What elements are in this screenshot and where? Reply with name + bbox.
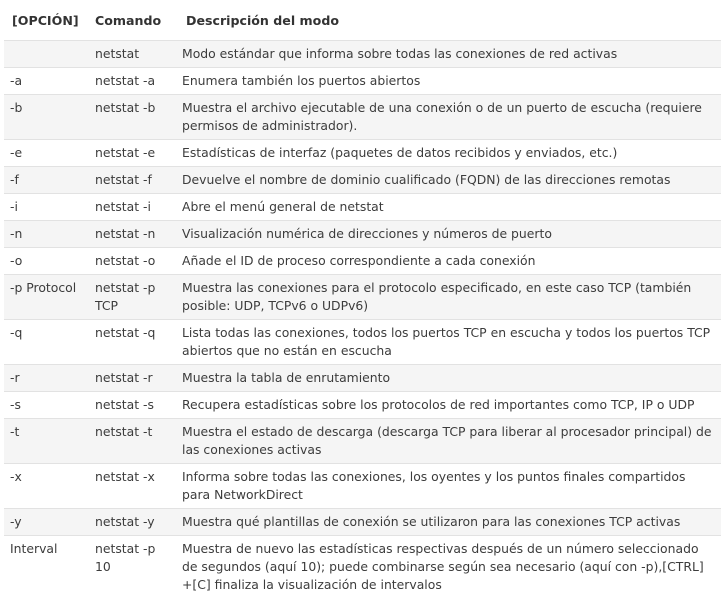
cell-command: netstat -e <box>89 140 176 167</box>
cell-command: netstat -i <box>89 194 176 221</box>
cell-command: netstat -s <box>89 392 176 419</box>
cell-command: netstat -b <box>89 95 176 140</box>
cell-description: Informa sobre todas las conexiones, los oyentes y los puntos finales compartidos para NetworkDirect <box>176 464 721 509</box>
cell-command: netstat -a <box>89 68 176 95</box>
cell-command: netstat -n <box>89 221 176 248</box>
cell-option: -x <box>4 464 89 509</box>
cell-description: Muestra de nuevo las estadísticas respectivas después de un número seleccionado de segundos (aquí 10); puede combinarse según sea necesario (aquí con -p),[CTRL] +[C] finaliza la visualización de intervalos <box>176 536 721 598</box>
table-row <box>4 68 721 95</box>
cell-option: -b <box>4 95 89 140</box>
cell-option: -o <box>4 248 89 275</box>
table-row <box>4 95 721 140</box>
cell-command: netstat -o <box>89 248 176 275</box>
table-row <box>4 140 721 167</box>
cell-option: -s <box>4 392 89 419</box>
cell-description: Muestra qué plantillas de conexión se utilizaron para las conexiones TCP activas <box>176 509 721 536</box>
cell-option: -f <box>4 167 89 194</box>
cell-option: -n <box>4 221 89 248</box>
cell-command: netstat <box>89 41 176 68</box>
netstat-options-table-container <box>4 2 721 598</box>
cell-command: netstat -r <box>89 365 176 392</box>
cell-command: netstat -p 10 <box>89 536 176 598</box>
table-row <box>4 365 721 392</box>
cell-option: -q <box>4 320 89 365</box>
cell-description: Muestra el estado de descarga (descarga TCP para liberar al procesador principal) de las conexiones activas <box>176 419 721 464</box>
cell-option: -e <box>4 140 89 167</box>
cell-description: Muestra las conexiones para el protocolo especificado, en este caso TCP (también posible: UDP, TCPv6 o UDPv6) <box>176 275 721 320</box>
table-body <box>4 41 721 598</box>
table-row <box>4 536 721 598</box>
cell-description: Lista todas las conexiones, todos los puertos TCP en escucha y todos los puertos TCP abiertos que no están en escucha <box>176 320 721 365</box>
header-command: Comando <box>89 2 176 41</box>
cell-option: -t <box>4 419 89 464</box>
cell-command: netstat -p TCP <box>89 275 176 320</box>
table-row <box>4 464 721 509</box>
cell-description: Visualización numérica de direcciones y números de puerto <box>176 221 721 248</box>
cell-option: Interval <box>4 536 89 598</box>
header-option: [OPCIÓN] <box>4 2 89 41</box>
cell-option <box>4 41 89 68</box>
cell-description: Enumera también los puertos abiertos <box>176 68 721 95</box>
cell-command: netstat -q <box>89 320 176 365</box>
table-row <box>4 419 721 464</box>
cell-description: Estadísticas de interfaz (paquetes de datos recibidos y enviados, etc.) <box>176 140 721 167</box>
cell-description: Recupera estadísticas sobre los protocolos de red importantes como TCP, IP o UDP <box>176 392 721 419</box>
table-row <box>4 392 721 419</box>
cell-description: Devuelve el nombre de dominio cualificado (FQDN) de las direcciones remotas <box>176 167 721 194</box>
cell-command: netstat -y <box>89 509 176 536</box>
table-row <box>4 320 721 365</box>
header-description: Descripción del modo <box>176 2 721 41</box>
cell-option: -r <box>4 365 89 392</box>
table-row <box>4 248 721 275</box>
cell-description: Muestra el archivo ejecutable de una conexión o de un puerto de escucha (requiere permisos de administrador). <box>176 95 721 140</box>
cell-option: -y <box>4 509 89 536</box>
table-row <box>4 41 721 68</box>
cell-command: netstat -f <box>89 167 176 194</box>
cell-command: netstat -x <box>89 464 176 509</box>
cell-option: -p Protocol <box>4 275 89 320</box>
table-row <box>4 167 721 194</box>
cell-description: Modo estándar que informa sobre todas las conexiones de red activas <box>176 41 721 68</box>
cell-command: netstat -t <box>89 419 176 464</box>
table-row <box>4 275 721 320</box>
cell-option: -a <box>4 68 89 95</box>
table-row <box>4 221 721 248</box>
cell-description: Añade el ID de proceso correspondiente a cada conexión <box>176 248 721 275</box>
table-row <box>4 194 721 221</box>
table-row <box>4 509 721 536</box>
cell-description: Abre el menú general de netstat <box>176 194 721 221</box>
cell-option: -i <box>4 194 89 221</box>
cell-description: Muestra la tabla de enrutamiento <box>176 365 721 392</box>
netstat-options-table <box>4 2 721 598</box>
table-header-row <box>4 2 721 41</box>
